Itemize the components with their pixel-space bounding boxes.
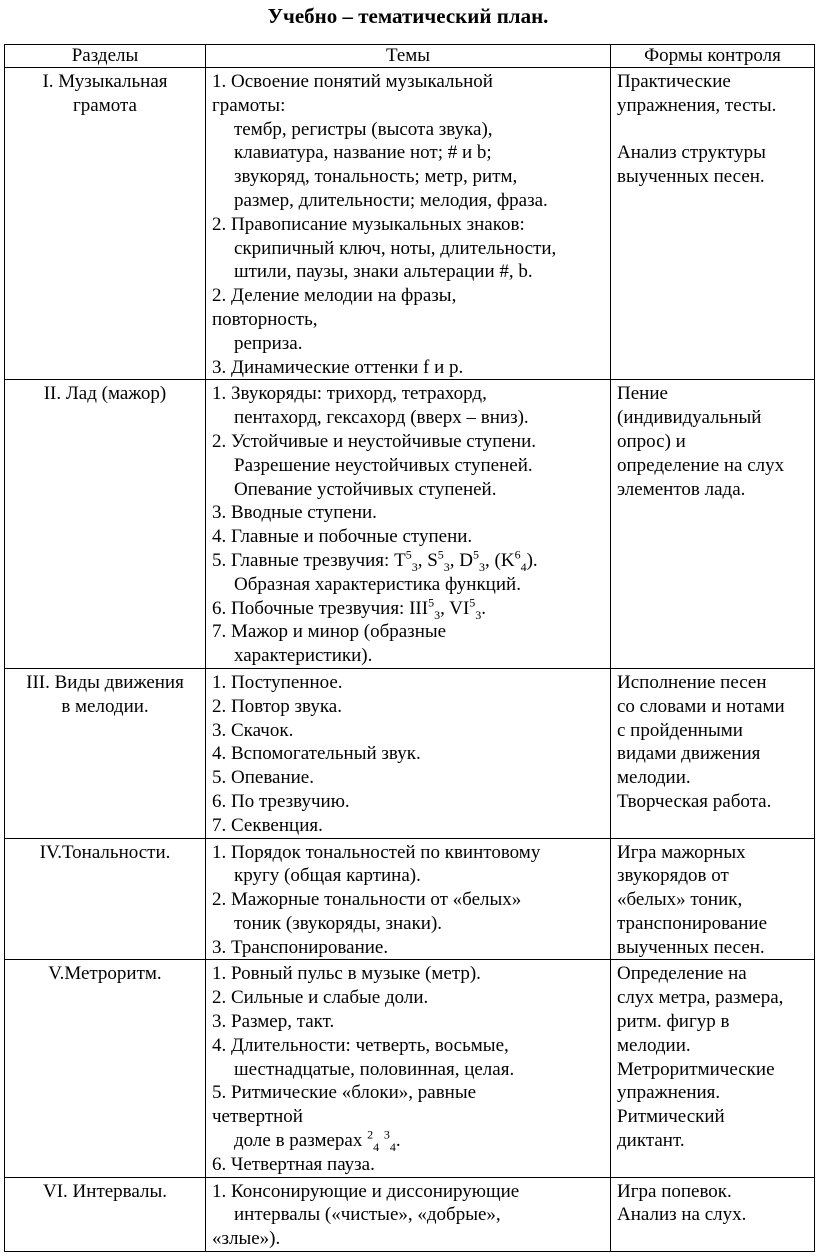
section-cell (5, 1177, 206, 1251)
control-line: Определение на (617, 963, 747, 985)
control-cell (611, 838, 815, 960)
header-sections: Разделы (5, 45, 206, 68)
control-line: Анализ структуры (617, 142, 766, 164)
topic-line: 3. Размер, такт. (212, 1011, 335, 1033)
control-cell (611, 1177, 815, 1251)
topics-cell (206, 838, 611, 960)
control-line: видами движения (617, 743, 761, 765)
section-line: II. Лад (мажор) (43, 383, 167, 405)
control-line: упражнения, тесты. (617, 94, 777, 116)
topic-line: 3. Вводные ступени. (212, 502, 377, 524)
topic-line: размер, длительности; мелодия, фраза. (234, 189, 548, 211)
control-line: Анализ на слух. (617, 1204, 747, 1226)
topic-line: доле в размерах $^2_4$ $^3_4$. (234, 1127, 401, 1154)
control-line: опрос) и (617, 430, 686, 452)
topic-line: 2. Мажорные тональности от «белых» (212, 889, 522, 911)
header-row (5, 45, 815, 68)
topic-line: 3. Динамические оттенки f и p. (212, 356, 464, 378)
section-cell (5, 668, 206, 838)
topic-line: 1. Поступенное. (212, 671, 343, 693)
control-line: Метроритмические (617, 1058, 775, 1080)
control-line: упражнения. (617, 1082, 721, 1104)
table-row (5, 380, 815, 669)
topic-line: звукоряд, тональность; метр, ритм, (234, 166, 518, 188)
topic-line: 7. Мажор и минор (образные (212, 621, 447, 643)
topic-line: 3. Скачок. (212, 719, 294, 741)
topic-line: 2. Сильные и слабые доли. (212, 987, 429, 1009)
control-line: мелодии. (617, 1034, 691, 1056)
topic-line: 6. Четвертная пауза. (212, 1153, 375, 1175)
topic-line: 5. Ритмические «блоки», равные (212, 1082, 477, 1104)
topic-line: 1. Звукоряды: трихорд, тетрахорд, (212, 383, 487, 405)
control-line: определение на слух (617, 454, 785, 476)
table-row (5, 960, 815, 1177)
topic-line: 2. Устойчивые и неустойчивые ступени. (212, 430, 536, 452)
topics-cell (206, 68, 611, 380)
control-line: слух метра, размера, (617, 987, 784, 1009)
table-row (5, 1177, 815, 1251)
topic-line: клавиатура, название нот; # и b; (234, 142, 492, 164)
topic-line: 7. Секвенция. (212, 814, 323, 836)
topic-line: повторность, (212, 308, 318, 330)
topic-line: характеристики). (234, 645, 373, 667)
header-control: Формы контроля (611, 45, 815, 68)
topic-line: 6. Побочные трезвучия: $III^5_3$, $VI^5_3$. (212, 595, 487, 622)
topic-line: 4. Вспомогательный звук. (212, 743, 421, 765)
section-cell (5, 960, 206, 1177)
topic-line: 5. Главные трезвучия: $T^5_3$, $S^5_3$, $D^5_3$, $(K^6_4)$. (212, 547, 538, 574)
control-line: Творческая работа. (617, 790, 772, 812)
section-cell (5, 380, 206, 669)
topic-line: пентахорд, гексахорд (вверх – вниз). (234, 407, 529, 429)
topic-line: интервалы («чистые», «добрые», (234, 1204, 501, 1226)
control-line: диктант. (617, 1130, 685, 1152)
control-cell (611, 380, 815, 669)
topic-line: 2. Деление мелодии на фразы, (212, 285, 457, 307)
page-title: Учебно – тематический план. (267, 4, 549, 28)
topics-cell (206, 1177, 611, 1251)
control-line: ритм. фигур в (617, 1011, 730, 1033)
topic-line: 3. Транспонирование. (212, 936, 389, 958)
topics-cell (206, 960, 611, 1177)
section-line: I. Музыкальная (42, 71, 168, 92)
control-line: с пройденными (617, 719, 743, 741)
topic-line: грамоты: (212, 94, 286, 116)
control-line: (индивидуальный (617, 407, 762, 429)
section-cell (5, 838, 206, 960)
topic-line: шестнадцатые, половинная, целая. (234, 1058, 515, 1080)
control-line: Практические (617, 71, 731, 92)
section-line: V.Метроритм. (48, 963, 162, 985)
control-cell (611, 68, 815, 380)
topic-line: 4. Длительности: четверть, восьмые, (212, 1034, 509, 1056)
table-row (5, 838, 815, 960)
topic-line: тембр, регистры (высота звука), (234, 118, 493, 140)
plan-table (4, 44, 815, 1252)
section-line: в мелодии. (61, 695, 149, 717)
topic-line: 1. Консонирующие и диссонирующие (212, 1180, 520, 1202)
control-line: Ритмический (617, 1106, 725, 1128)
section-line: VI. Интервалы. (43, 1180, 167, 1202)
header-topics: Темы (206, 45, 611, 68)
topic-line: скрипичный ключ, ноты, длительности, (234, 237, 557, 259)
topic-line: 4. Главные и побочные ступени. (212, 526, 473, 548)
section-line: IV.Тональности. (39, 841, 171, 863)
section-cell (5, 68, 206, 380)
topic-line: Опевание устойчивых ступеней. (234, 478, 497, 500)
control-line: мелодии. (617, 767, 691, 789)
topic-line: 2. Правописание музыкальных знаков: (212, 213, 525, 235)
topic-line: 1. Освоение понятий музыкальной (212, 71, 493, 92)
topics-cell (206, 380, 611, 669)
topic-line: штили, паузы, знаки альтерации #, b. (234, 261, 533, 283)
topic-line: кругу (общая картина). (234, 865, 421, 887)
topics-cell (206, 668, 611, 838)
section-line: III. Виды движения (26, 671, 184, 693)
topic-line: 1. Порядок тональностей по квинтовому (212, 841, 541, 863)
control-line: звукорядов от (617, 865, 729, 887)
table-row (5, 68, 815, 380)
topic-line: 2. Повтор звука. (212, 695, 342, 717)
control-line: «белых» тоник, (617, 889, 743, 911)
control-line: выученных песен. (617, 936, 765, 958)
control-line: Исполнение песен (617, 671, 767, 693)
section-line: грамота (73, 94, 137, 116)
control-line (617, 118, 808, 142)
control-cell (611, 668, 815, 838)
control-line: выученных песен. (617, 166, 765, 188)
topic-line: «злые»). (212, 1228, 281, 1250)
control-line: элементов лада. (617, 478, 746, 500)
control-line: Игра мажорных (617, 841, 746, 863)
control-cell (611, 960, 815, 1177)
topic-line: тоник (звукоряды, знаки). (234, 912, 443, 934)
topic-line: 6. По трезвучию. (212, 790, 350, 812)
plan-table-body (5, 68, 815, 1252)
topic-line: Образная характеристика функций. (234, 573, 521, 595)
table-row (5, 668, 815, 838)
topic-line: четвертной (212, 1106, 303, 1128)
control-line: Игра попевок. (617, 1180, 732, 1202)
topic-line: Разрешение неустойчивых ступеней. (234, 454, 533, 476)
topic-line: 1. Ровный пульс в музыке (метр). (212, 963, 481, 985)
control-line: Пение (617, 383, 668, 405)
control-line: транспонирование (617, 912, 767, 934)
topic-line: реприза. (234, 332, 303, 354)
control-line: со словами и нотами (617, 695, 785, 717)
topic-line: 5. Опевание. (212, 767, 314, 789)
